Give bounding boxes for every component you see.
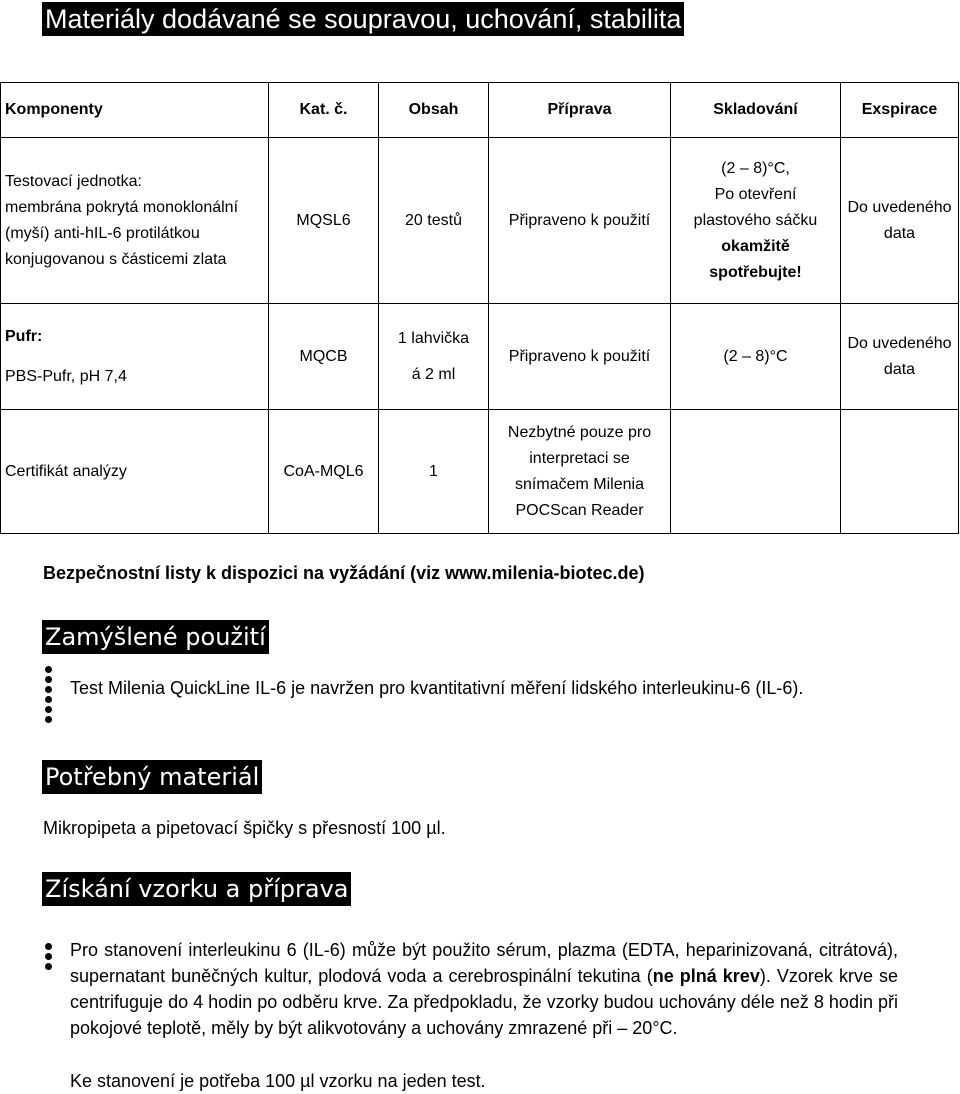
components-table — [0, 82, 959, 534]
content-line1: 1 lahvička — [397, 329, 470, 347]
cat-cell: MQCB — [269, 304, 379, 410]
prep-cell: Připraveno k použití — [489, 304, 671, 410]
table-row — [1, 410, 959, 534]
storage-cell: (2 – 8)°C — [671, 304, 841, 410]
component-title: Testovací jednotka: — [5, 172, 142, 190]
component-title: Pufr: — [5, 327, 43, 345]
safety-note: Bezpečnostní listy k dispozici na vyžádání (viz www.milenia-biotec.de) — [43, 563, 645, 583]
storage-warning: okamžitě spotřebujte! — [709, 237, 802, 281]
section-heading-required-material: Potřebný materiál — [42, 760, 262, 794]
section-heading-sample: Získání vzorku a příprava — [42, 872, 351, 906]
prep-cell: Nezbytné pouze pro interpretaci se snímačem Milenia POCScan Reader — [489, 410, 671, 534]
content-cell: 1 — [379, 410, 489, 534]
header-components: Komponenty — [1, 83, 269, 138]
storage-line1: (2 – 8)°C, — [721, 159, 790, 177]
component-desc: membrána pokrytá monoklonální (myší) anti-hIL-6 protilátkou konjugovanou s částicemi zlata — [5, 198, 239, 268]
sample-text-b: ). Vzorek krve se centrifuguje do 4 hodin po odběru krve. Za předpokladu, že vzorky budou uchovány déle než 8 hodin při pokojové teplotě, měly by být alikvotovány a uchovány zmrazené při – 20°C. — [70, 966, 899, 1038]
prep-cell: Připraveno k použití — [489, 138, 671, 304]
table-row — [1, 138, 959, 304]
component-cell — [1, 304, 269, 410]
section-heading-intended-use: Zamýšlené použití — [42, 620, 269, 654]
header-storage: Skladování — [671, 83, 841, 138]
header-content: Obsah — [379, 83, 489, 138]
component-desc: PBS-Pufr, pH 7,4 — [5, 367, 127, 385]
header-expiry: Exspirace — [841, 83, 959, 138]
expiry-cell: Do uvedeného data — [841, 138, 959, 304]
required-material-text: Mikropipeta a pipetovací špičky s přesností 100 µl. — [43, 818, 446, 838]
sample-volume-text: Ke stanovení je potřeba 100 µl vzorku na jeden test. — [70, 1071, 486, 1091]
component-cell: Certifikát analýzy — [1, 410, 269, 534]
header-cat-no: Kat. č. — [269, 83, 379, 138]
cat-cell: CoA-MQL6 — [269, 410, 379, 534]
expiry-cell — [841, 410, 959, 534]
table-header-row — [1, 83, 959, 138]
content-cell: 20 testů — [379, 138, 489, 304]
section-heading-materials: Materiály dodávané se soupravou, uchování, stabilita — [42, 2, 684, 36]
sample-text-a: Pro stanovení interleukinu 6 (IL-6) může být použito sérum, plazma (EDTA, heparinizovaná, citrátová), supernatant buněčných kultur, plodová voda a cerebrospinální tekutina ( — [70, 940, 898, 986]
storage-cell — [671, 138, 841, 304]
content-line2: á 2 ml — [411, 365, 456, 383]
bullet-marker — [44, 943, 54, 973]
sample-text-bold: ne plná krev — [652, 966, 760, 986]
intended-use-text: Test Milenia QuickLine IL-6 je navržen pro kvantitativní měření lidského interleukinu-6 (IL-6). — [70, 678, 804, 698]
cat-cell: MQSL6 — [269, 138, 379, 304]
table-row — [1, 304, 959, 410]
storage-line2: Po otevření plastového sáčku — [693, 185, 818, 229]
content-cell — [379, 304, 489, 410]
header-preparation: Příprava — [489, 83, 671, 138]
bullet-marker — [44, 666, 54, 726]
storage-cell — [671, 410, 841, 534]
sample-text — [70, 937, 898, 1041]
component-cell — [1, 138, 269, 304]
expiry-cell: Do uvedeného data — [841, 304, 959, 410]
